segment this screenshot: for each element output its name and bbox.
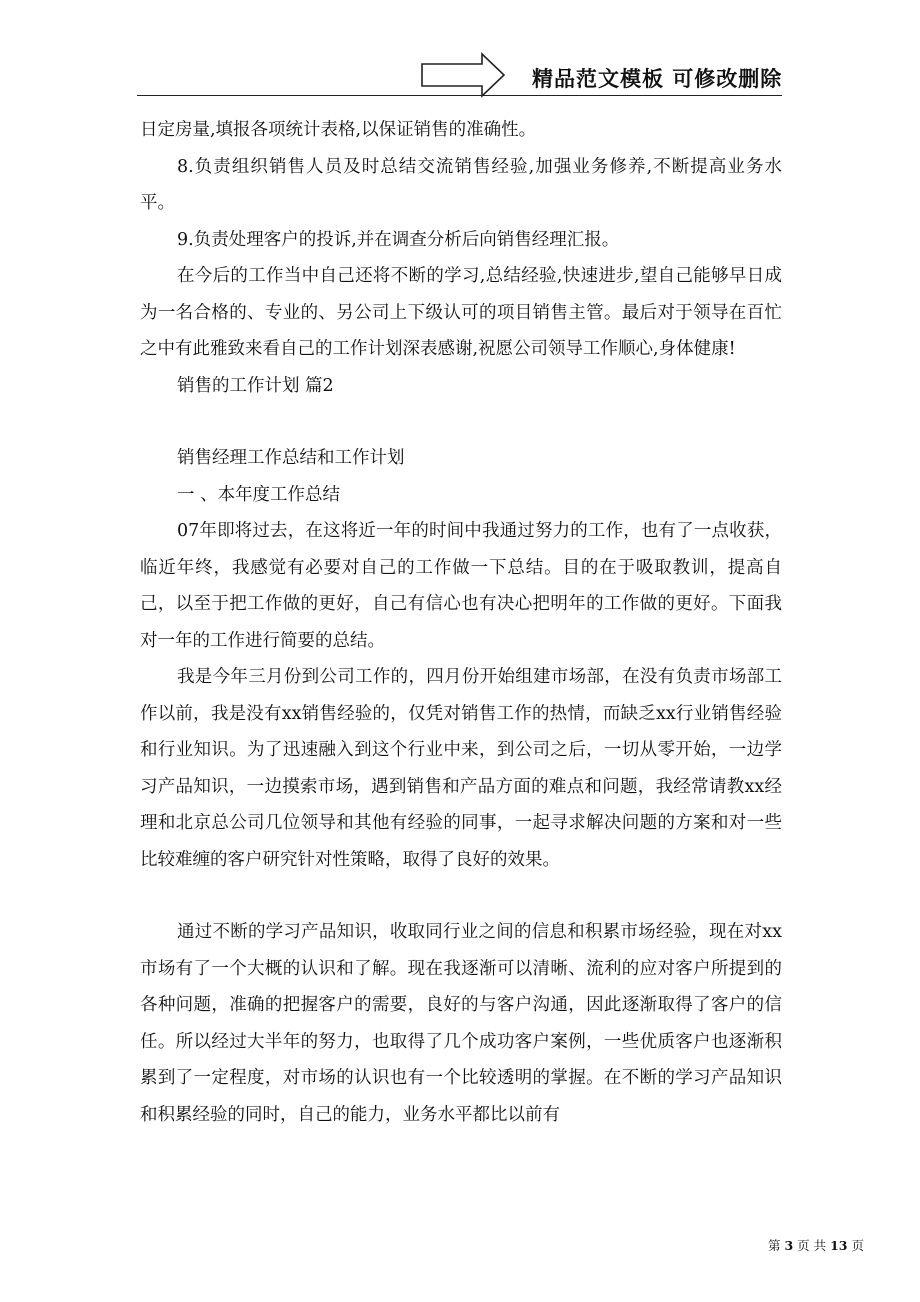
document-title: 销售经理工作总结和工作计划 <box>177 448 405 468</box>
paragraph: 9.负责处理客户的投诉,并在调查分析后向销售经理汇报。 <box>177 229 620 250</box>
paragraph: 通过不断的学习产品知识，收取同行业之间的信息和积累市场经验，现在对xx市场有了一个大概的认识和了解。现在我逐渐可以清晰、流利的应对客户所提到的各种问题，准确的把握客户的需要，良好的与客户沟通，因此逐渐取得了客户的信任。所以经过大半年的努力，也取得了几个成功客户案例，一些优质客户也逐渐积累到了一定程度，对市场的认识也有一个比较透明的掌握。在不断的学习产品知识和积累经验的同时，自己的能力，业务水平都比以前有 <box>140 922 782 1125</box>
footer-middle: 页 共 <box>797 1238 827 1253</box>
spacer <box>140 878 782 914</box>
document-body <box>140 112 782 1133</box>
header-title: 精品范文模板 可修改删除 <box>532 67 783 91</box>
paragraph: 07年即将过去，在这将近一年的时间中我通过努力的工作，也有了一点收获，临近年终，我感觉有必要对自己的工作做一下总结。目的在于吸取教训，提高自己，以至于把工作做的更好，自己有信心也有决心把明年的工作做的更好。下面我对一年的工作进行简要的总结。 <box>140 521 782 651</box>
total-pages-number: 13 <box>830 1238 848 1253</box>
page-footer <box>768 1236 864 1254</box>
current-page-number: 3 <box>784 1238 794 1253</box>
footer-suffix: 页 <box>851 1238 864 1253</box>
section-heading: 销售的工作计划 篇2 <box>177 375 334 396</box>
section-heading: 一 、本年度工作总结 <box>177 484 341 505</box>
arrow-icon <box>420 52 506 98</box>
paragraph: 8.负责组织销售人员及时总结交流销售经验,加强业务修养,不断提高业务水平。 <box>140 156 782 213</box>
spacer <box>140 404 782 440</box>
header-divider <box>137 95 782 96</box>
paragraph: 日定房量,填报各项统计表格,以保证销售的准确性。 <box>140 120 537 140</box>
paragraph: 我是今年三月份到公司工作的，四月份开始组建市场部，在没有负责市场部工作以前，我是没有xx销售经验的，仅凭对销售工作的热情，而缺乏xx行业销售经验和行业知识。为了迅速融入到这个行业中来，到公司之后，一切从零开始，一边学习产品知识，一边摸索市场，遇到销售和产品方面的难点和问题，我经常请教xx经理和北京总公司几位领导和其他有经验的同事，一起寻求解决问题的方案和对一些比较难缠的客户研究针对性策略，取得了良好的效果。 <box>140 667 782 870</box>
footer-prefix: 第 <box>767 1238 781 1253</box>
paragraph: 在今后的工作当中自己还将不断的学习,总结经验,快速进步,望自己能够早日成为一名合格的、专业的、另公司上下级认可的项目销售主管。最后对于领导在百忙之中有此雅致来看自己的工作计划深表感谢,祝愿公司领导工作顺心,身体健康! <box>140 266 782 359</box>
